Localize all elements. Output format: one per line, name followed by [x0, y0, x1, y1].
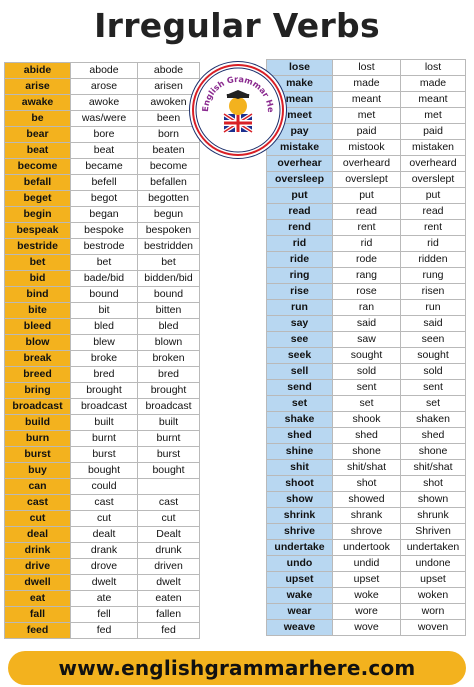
left-verb-row: [5, 575, 200, 591]
right-verb-row: [267, 348, 466, 364]
left-verb-row: [5, 399, 200, 415]
past-simple-cell: shook: [333, 412, 401, 428]
left-verb-row: [5, 335, 200, 351]
base-form-cell: shit: [267, 460, 333, 476]
base-form-cell: lose: [267, 60, 333, 76]
left-verb-row: [5, 271, 200, 287]
past-simple-cell: overslept: [333, 172, 401, 188]
past-participle-cell: begun: [138, 207, 200, 223]
past-simple-cell: drove: [71, 559, 138, 575]
past-simple-cell: said: [333, 316, 401, 332]
past-simple-cell: bought: [71, 463, 138, 479]
past-simple-cell: bit: [71, 303, 138, 319]
past-simple-cell: showed: [333, 492, 401, 508]
base-form-cell: arise: [5, 79, 71, 95]
base-form-cell: build: [5, 415, 71, 431]
past-participle-cell: overslept: [401, 172, 466, 188]
right-verb-row: [267, 604, 466, 620]
past-simple-cell: made: [333, 76, 401, 92]
right-verb-row: [267, 220, 466, 236]
right-verb-row: [267, 540, 466, 556]
past-participle-cell: [138, 479, 200, 495]
past-participle-cell: drunk: [138, 543, 200, 559]
past-simple-cell: woke: [333, 588, 401, 604]
base-form-cell: rend: [267, 220, 333, 236]
past-simple-cell: cut: [71, 511, 138, 527]
past-simple-cell: rent: [333, 220, 401, 236]
past-simple-cell: built: [71, 415, 138, 431]
page-title: Irregular Verbs: [94, 6, 380, 45]
left-verb-row: [5, 175, 200, 191]
past-simple-cell: sought: [333, 348, 401, 364]
right-verb-row: [267, 444, 466, 460]
past-participle-cell: burnt: [138, 431, 200, 447]
base-form-cell: awake: [5, 95, 71, 111]
past-participle-cell: bled: [138, 319, 200, 335]
past-simple-cell: bound: [71, 287, 138, 303]
past-participle-cell: woken: [401, 588, 466, 604]
right-verb-row: [267, 380, 466, 396]
right-verb-row: [267, 76, 466, 92]
past-participle-cell: sought: [401, 348, 466, 364]
past-participle-cell: built: [138, 415, 200, 431]
past-participle-cell: cut: [138, 511, 200, 527]
base-form-cell: bespeak: [5, 223, 71, 239]
right-verb-row: [267, 92, 466, 108]
past-simple-cell: brought: [71, 383, 138, 399]
past-participle-cell: undertaken: [401, 540, 466, 556]
past-simple-cell: dealt: [71, 527, 138, 543]
past-participle-cell: arisen: [138, 79, 200, 95]
past-simple-cell: blew: [71, 335, 138, 351]
left-verb-row: [5, 415, 200, 431]
base-form-cell: shrink: [267, 508, 333, 524]
past-simple-cell: fed: [71, 623, 138, 639]
base-form-cell: put: [267, 188, 333, 204]
right-verb-row: [267, 412, 466, 428]
past-participle-cell: born: [138, 127, 200, 143]
past-participle-cell: set: [401, 396, 466, 412]
base-form-cell: burst: [5, 447, 71, 463]
past-participle-cell: shrunk: [401, 508, 466, 524]
base-form-cell: broadcast: [5, 399, 71, 415]
base-form-cell: run: [267, 300, 333, 316]
right-verb-row: [267, 156, 466, 172]
past-participle-cell: worn: [401, 604, 466, 620]
left-verb-row: [5, 207, 200, 223]
past-simple-cell: burst: [71, 447, 138, 463]
base-form-cell: abide: [5, 63, 71, 79]
past-participle-cell: bitten: [138, 303, 200, 319]
base-form-cell: feed: [5, 623, 71, 639]
past-participle-cell: said: [401, 316, 466, 332]
left-verb-row: [5, 543, 200, 559]
left-verb-row: [5, 127, 200, 143]
base-form-cell: weave: [267, 620, 333, 636]
past-participle-cell: burst: [138, 447, 200, 463]
past-simple-cell: ran: [333, 300, 401, 316]
base-form-cell: bite: [5, 303, 71, 319]
left-verb-row: [5, 495, 200, 511]
base-form-cell: meet: [267, 108, 333, 124]
past-participle-cell: broken: [138, 351, 200, 367]
past-participle-cell: shed: [401, 428, 466, 444]
right-verb-row: [267, 316, 466, 332]
past-participle-cell: read: [401, 204, 466, 220]
past-participle-cell: abode: [138, 63, 200, 79]
past-simple-cell: met: [333, 108, 401, 124]
left-verb-row: [5, 463, 200, 479]
base-form-cell: shoot: [267, 476, 333, 492]
right-verb-row: [267, 332, 466, 348]
base-form-cell: undo: [267, 556, 333, 572]
past-participle-cell: bespoken: [138, 223, 200, 239]
past-simple-cell: abode: [71, 63, 138, 79]
right-verb-row: [267, 620, 466, 636]
left-verb-row: [5, 623, 200, 639]
past-participle-cell: shown: [401, 492, 466, 508]
right-verb-row: [267, 140, 466, 156]
past-participle-cell: made: [401, 76, 466, 92]
base-form-cell: bring: [5, 383, 71, 399]
right-verb-row: [267, 188, 466, 204]
right-verb-row: [267, 236, 466, 252]
right-verb-row: [267, 428, 466, 444]
base-form-cell: buy: [5, 463, 71, 479]
past-simple-cell: ate: [71, 591, 138, 607]
base-form-cell: drink: [5, 543, 71, 559]
left-verb-row: [5, 527, 200, 543]
past-simple-cell: rid: [333, 236, 401, 252]
past-simple-cell: bred: [71, 367, 138, 383]
base-form-cell: shake: [267, 412, 333, 428]
past-participle-cell: lost: [401, 60, 466, 76]
past-participle-cell: fed: [138, 623, 200, 639]
base-form-cell: beat: [5, 143, 71, 159]
base-form-cell: rise: [267, 284, 333, 300]
past-simple-cell: meant: [333, 92, 401, 108]
base-form-cell: pay: [267, 124, 333, 140]
base-form-cell: wear: [267, 604, 333, 620]
base-form-cell: cut: [5, 511, 71, 527]
base-form-cell: undertake: [267, 540, 333, 556]
past-simple-cell: burnt: [71, 431, 138, 447]
past-participle-cell: blown: [138, 335, 200, 351]
base-form-cell: shed: [267, 428, 333, 444]
left-verb-row: [5, 191, 200, 207]
past-simple-cell: cast: [71, 495, 138, 511]
past-participle-cell: meant: [401, 92, 466, 108]
base-form-cell: wake: [267, 588, 333, 604]
base-form-cell: rid: [267, 236, 333, 252]
past-simple-cell: shrove: [333, 524, 401, 540]
base-form-cell: bind: [5, 287, 71, 303]
past-simple-cell: wove: [333, 620, 401, 636]
base-form-cell: mean: [267, 92, 333, 108]
right-verb-row: [267, 108, 466, 124]
base-form-cell: make: [267, 76, 333, 92]
base-form-cell: send: [267, 380, 333, 396]
base-form-cell: bid: [5, 271, 71, 287]
past-participle-cell: paid: [401, 124, 466, 140]
past-simple-cell: arose: [71, 79, 138, 95]
logo-emblem-icon: [194, 66, 282, 154]
left-verb-row: [5, 95, 200, 111]
base-form-cell: set: [267, 396, 333, 412]
past-simple-cell: sold: [333, 364, 401, 380]
past-participle-cell: bound: [138, 287, 200, 303]
past-participle-cell: overheard: [401, 156, 466, 172]
right-verb-row: [267, 508, 466, 524]
past-simple-cell: bade/bid: [71, 271, 138, 287]
left-verb-row: [5, 303, 200, 319]
right-verb-row: [267, 492, 466, 508]
left-verb-row: [5, 447, 200, 463]
base-form-cell: befall: [5, 175, 71, 191]
base-form-cell: eat: [5, 591, 71, 607]
left-verb-row: [5, 511, 200, 527]
past-participle-cell: beaten: [138, 143, 200, 159]
logo-text: English Grammar He: [199, 73, 277, 113]
past-participle-cell: shone: [401, 444, 466, 460]
base-form-cell: beget: [5, 191, 71, 207]
base-form-cell: oversleep: [267, 172, 333, 188]
past-simple-cell: upset: [333, 572, 401, 588]
past-participle-cell: met: [401, 108, 466, 124]
base-form-cell: break: [5, 351, 71, 367]
base-form-cell: blow: [5, 335, 71, 351]
past-simple-cell: wore: [333, 604, 401, 620]
right-verb-row: [267, 476, 466, 492]
past-participle-cell: put: [401, 188, 466, 204]
right-verb-row: [267, 524, 466, 540]
past-simple-cell: rose: [333, 284, 401, 300]
past-simple-cell: paid: [333, 124, 401, 140]
left-verb-row: [5, 351, 200, 367]
past-simple-cell: mistook: [333, 140, 401, 156]
past-participle-cell: mistaken: [401, 140, 466, 156]
past-participle-cell: bought: [138, 463, 200, 479]
right-verb-row: [267, 588, 466, 604]
past-participle-cell: fallen: [138, 607, 200, 623]
past-simple-cell: rode: [333, 252, 401, 268]
left-verb-row: [5, 287, 200, 303]
left-verb-row: [5, 559, 200, 575]
base-form-cell: cast: [5, 495, 71, 511]
past-simple-cell: fell: [71, 607, 138, 623]
website-footer[interactable]: www.englishgrammarhere.com: [8, 651, 466, 685]
past-simple-cell: bore: [71, 127, 138, 143]
base-form-cell: become: [5, 159, 71, 175]
past-participle-cell: bestridden: [138, 239, 200, 255]
past-participle-cell: risen: [401, 284, 466, 300]
right-verb-row: [267, 460, 466, 476]
past-participle-cell: cast: [138, 495, 200, 511]
past-participle-cell: shot: [401, 476, 466, 492]
past-participle-cell: awoken: [138, 95, 200, 111]
left-verb-row: [5, 63, 200, 79]
past-simple-cell: was/were: [71, 111, 138, 127]
past-simple-cell: rang: [333, 268, 401, 284]
past-simple-cell: put: [333, 188, 401, 204]
past-simple-cell: bespoke: [71, 223, 138, 239]
past-simple-cell: begot: [71, 191, 138, 207]
base-form-cell: ride: [267, 252, 333, 268]
left-verb-row: [5, 79, 200, 95]
past-simple-cell: sent: [333, 380, 401, 396]
right-verb-row: [267, 252, 466, 268]
past-participle-cell: seen: [401, 332, 466, 348]
left-verb-row: [5, 255, 200, 271]
left-verb-row: [5, 591, 200, 607]
past-simple-cell: shrank: [333, 508, 401, 524]
past-simple-cell: began: [71, 207, 138, 223]
past-simple-cell: became: [71, 159, 138, 175]
past-simple-cell: awoke: [71, 95, 138, 111]
past-participle-cell: dwelt: [138, 575, 200, 591]
past-simple-cell: bet: [71, 255, 138, 271]
past-simple-cell: shone: [333, 444, 401, 460]
past-participle-cell: driven: [138, 559, 200, 575]
past-participle-cell: rent: [401, 220, 466, 236]
past-participle-cell: ridden: [401, 252, 466, 268]
past-simple-cell: beat: [71, 143, 138, 159]
base-form-cell: bestride: [5, 239, 71, 255]
left-verb-row: [5, 239, 200, 255]
past-simple-cell: set: [333, 396, 401, 412]
base-form-cell: overhear: [267, 156, 333, 172]
past-simple-cell: saw: [333, 332, 401, 348]
site-logo: [194, 66, 282, 154]
left-verb-row: [5, 479, 200, 495]
past-participle-cell: brought: [138, 383, 200, 399]
past-simple-cell: dwelt: [71, 575, 138, 591]
left-verb-row: [5, 367, 200, 383]
left-verb-row: [5, 607, 200, 623]
base-form-cell: ring: [267, 268, 333, 284]
left-verb-row: [5, 223, 200, 239]
past-simple-cell: shed: [333, 428, 401, 444]
past-simple-cell: undertook: [333, 540, 401, 556]
base-form-cell: bear: [5, 127, 71, 143]
base-form-cell: dwell: [5, 575, 71, 591]
base-form-cell: bet: [5, 255, 71, 271]
past-participle-cell: begotten: [138, 191, 200, 207]
base-form-cell: shine: [267, 444, 333, 460]
past-simple-cell: broke: [71, 351, 138, 367]
past-participle-cell: shaken: [401, 412, 466, 428]
left-verb-row: [5, 111, 200, 127]
past-simple-cell: undid: [333, 556, 401, 572]
past-simple-cell: lost: [333, 60, 401, 76]
base-form-cell: read: [267, 204, 333, 220]
past-participle-cell: rung: [401, 268, 466, 284]
base-form-cell: fall: [5, 607, 71, 623]
past-participle-cell: run: [401, 300, 466, 316]
left-verb-row: [5, 319, 200, 335]
base-form-cell: drive: [5, 559, 71, 575]
right-verb-row: [267, 268, 466, 284]
base-form-cell: sell: [267, 364, 333, 380]
right-verb-row: [267, 300, 466, 316]
right-verb-table: [266, 59, 466, 636]
past-simple-cell: drank: [71, 543, 138, 559]
right-verb-row: [267, 172, 466, 188]
past-participle-cell: rid: [401, 236, 466, 252]
right-verb-row: [267, 204, 466, 220]
right-verb-row: [267, 572, 466, 588]
past-simple-cell: broadcast: [71, 399, 138, 415]
right-verb-row: [267, 556, 466, 572]
base-form-cell: burn: [5, 431, 71, 447]
past-simple-cell: could: [71, 479, 138, 495]
right-verb-row: [267, 284, 466, 300]
base-form-cell: upset: [267, 572, 333, 588]
right-verb-row: [267, 60, 466, 76]
past-simple-cell: bestrode: [71, 239, 138, 255]
base-form-cell: bleed: [5, 319, 71, 335]
left-verb-row: [5, 159, 200, 175]
right-verb-row: [267, 396, 466, 412]
base-form-cell: begin: [5, 207, 71, 223]
past-simple-cell: bled: [71, 319, 138, 335]
past-simple-cell: overheard: [333, 156, 401, 172]
past-participle-cell: Dealt: [138, 527, 200, 543]
base-form-cell: mistake: [267, 140, 333, 156]
base-form-cell: show: [267, 492, 333, 508]
right-verb-row: [267, 364, 466, 380]
left-verb-row: [5, 383, 200, 399]
past-participle-cell: upset: [401, 572, 466, 588]
past-simple-cell: read: [333, 204, 401, 220]
past-participle-cell: broadcast: [138, 399, 200, 415]
right-verb-row: [267, 124, 466, 140]
past-simple-cell: shot: [333, 476, 401, 492]
base-form-cell: seek: [267, 348, 333, 364]
base-form-cell: breed: [5, 367, 71, 383]
past-participle-cell: sent: [401, 380, 466, 396]
base-form-cell: can: [5, 479, 71, 495]
base-form-cell: see: [267, 332, 333, 348]
past-participle-cell: sold: [401, 364, 466, 380]
past-participle-cell: undone: [401, 556, 466, 572]
past-simple-cell: befell: [71, 175, 138, 191]
left-verb-table: [4, 62, 200, 639]
past-participle-cell: eaten: [138, 591, 200, 607]
past-participle-cell: bred: [138, 367, 200, 383]
left-verb-row: [5, 143, 200, 159]
past-participle-cell: woven: [401, 620, 466, 636]
past-simple-cell: shit/shat: [333, 460, 401, 476]
base-form-cell: be: [5, 111, 71, 127]
base-form-cell: deal: [5, 527, 71, 543]
past-participle-cell: befallen: [138, 175, 200, 191]
past-participle-cell: bet: [138, 255, 200, 271]
past-participle-cell: become: [138, 159, 200, 175]
past-participle-cell: been: [138, 111, 200, 127]
left-verb-row: [5, 431, 200, 447]
base-form-cell: shrive: [267, 524, 333, 540]
past-participle-cell: shit/shat: [401, 460, 466, 476]
base-form-cell: say: [267, 316, 333, 332]
past-participle-cell: Shriven: [401, 524, 466, 540]
past-participle-cell: bidden/bid: [138, 271, 200, 287]
